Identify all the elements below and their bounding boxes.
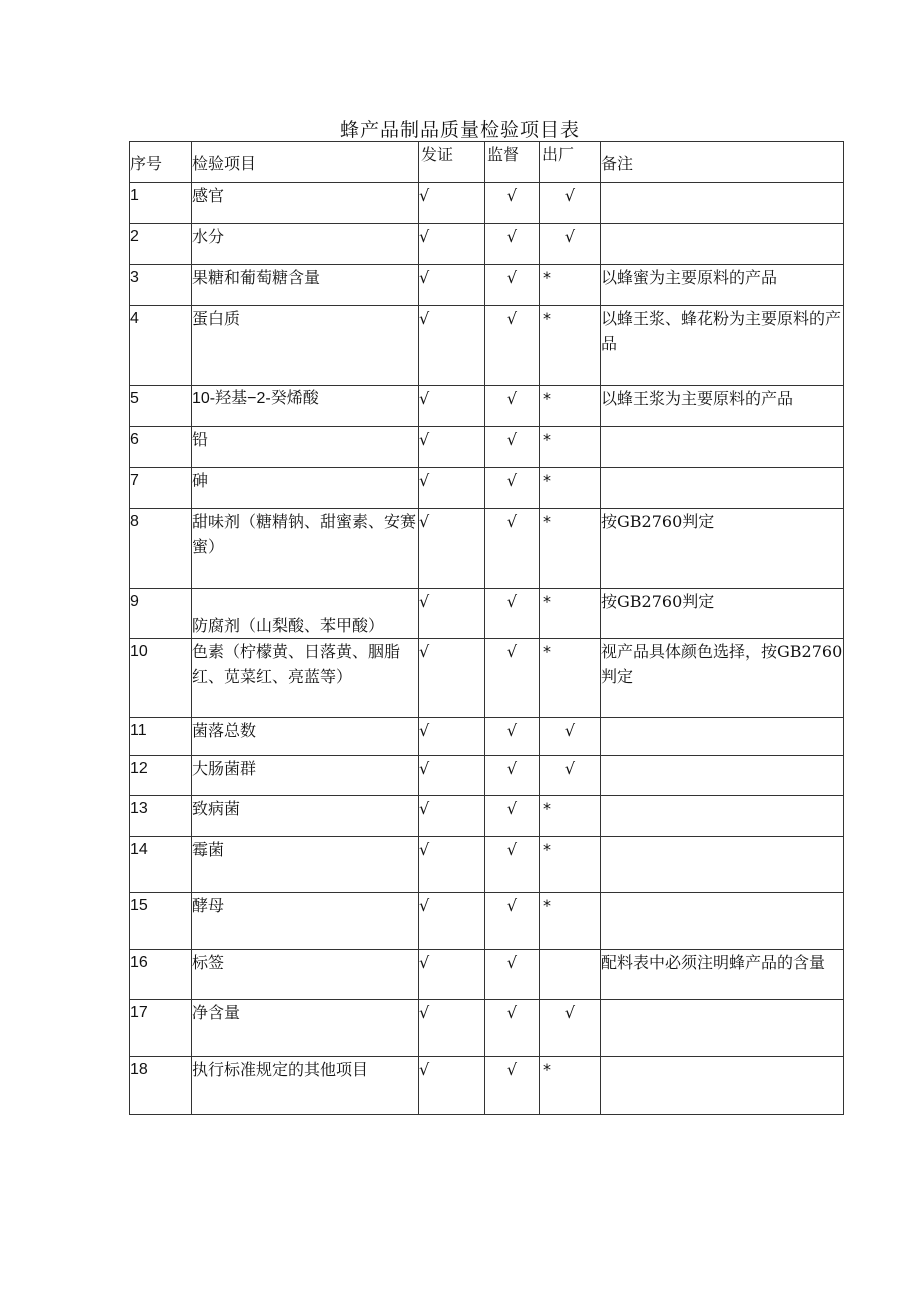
- item-name: 10-羟基−2-癸烯酸: [192, 386, 419, 427]
- row-number: 3: [130, 265, 192, 306]
- row-number: 14: [130, 837, 192, 893]
- jiandu-mark: √: [485, 468, 540, 509]
- fazheng-mark: √: [419, 183, 485, 224]
- jiandu-mark: √: [485, 1057, 540, 1115]
- chuchang-mark: *: [540, 265, 601, 306]
- table-row: [130, 639, 844, 718]
- note-text: [601, 893, 844, 950]
- row-number: 7: [130, 468, 192, 509]
- chuchang-mark: *: [540, 639, 601, 718]
- chuchang-mark: [540, 950, 601, 1000]
- note-text: [601, 427, 844, 468]
- fazheng-mark: √: [419, 1000, 485, 1057]
- table-row: [130, 427, 844, 468]
- jiandu-mark: √: [485, 509, 540, 589]
- chuchang-mark: *: [540, 386, 601, 427]
- header-jiandu: 监督: [485, 142, 540, 183]
- item-cell: [192, 589, 419, 639]
- row-number: 17: [130, 1000, 192, 1057]
- item-name: 色素（柠檬黄、日落黄、胭脂红、苋菜红、亮蓝等）: [192, 639, 419, 718]
- jiandu-mark: √: [485, 950, 540, 1000]
- item-name: 净含量: [192, 1000, 419, 1057]
- item-name: 标签: [192, 950, 419, 1000]
- fazheng-mark: √: [419, 718, 485, 756]
- row-number: 11: [130, 718, 192, 756]
- table-row: [130, 718, 844, 756]
- item-name: 水分: [192, 224, 419, 265]
- fazheng-mark: √: [419, 796, 485, 837]
- note-text: [601, 1057, 844, 1115]
- fazheng-mark: √: [419, 837, 485, 893]
- table-row: [130, 796, 844, 837]
- item-name: 甜味剂（糖精钠、甜蜜素、安赛蜜）: [192, 509, 419, 589]
- note-text: 按GB2760判定: [601, 509, 844, 589]
- row-number: 10: [130, 639, 192, 718]
- table-row: [130, 1000, 844, 1057]
- chuchang-mark: *: [540, 1057, 601, 1115]
- item-name: 铅: [192, 427, 419, 468]
- fazheng-mark: √: [419, 950, 485, 1000]
- chuchang-mark: *: [540, 893, 601, 950]
- jiandu-mark: √: [485, 796, 540, 837]
- jiandu-mark: √: [485, 639, 540, 718]
- note-text: 按GB2760判定: [601, 589, 844, 639]
- inspection-table: [129, 141, 844, 1115]
- chuchang-mark: √: [540, 718, 601, 756]
- note-text: [601, 796, 844, 837]
- chuchang-mark: *: [540, 796, 601, 837]
- note-text: 以蜂蜜为主要原料的产品: [601, 265, 844, 306]
- row-number: 16: [130, 950, 192, 1000]
- note-text: [601, 468, 844, 509]
- jiandu-mark: √: [485, 893, 540, 950]
- jiandu-mark: √: [485, 306, 540, 386]
- jiandu-mark: √: [485, 265, 540, 306]
- row-number: 4: [130, 306, 192, 386]
- row-number: 13: [130, 796, 192, 837]
- table-row: [130, 386, 844, 427]
- table-row: [130, 756, 844, 796]
- chuchang-mark: *: [540, 468, 601, 509]
- fazheng-mark: √: [419, 468, 485, 509]
- chuchang-mark: *: [540, 509, 601, 589]
- header-item: 检验项目: [192, 142, 419, 183]
- chuchang-mark: √: [540, 224, 601, 265]
- document-title: 蜂产品制品质量检验项目表: [339, 119, 580, 141]
- note-text: [601, 837, 844, 893]
- item-name: 大肠菌群: [192, 756, 419, 796]
- row-number: 6: [130, 427, 192, 468]
- row-number: 8: [130, 509, 192, 589]
- chuchang-mark: *: [540, 306, 601, 386]
- table-row: [130, 224, 844, 265]
- row-number: 5: [130, 386, 192, 427]
- fazheng-mark: √: [419, 756, 485, 796]
- fazheng-mark: √: [419, 386, 485, 427]
- item-name: 菌落总数: [192, 718, 419, 756]
- item-name: 蛋白质: [192, 306, 419, 386]
- jiandu-mark: √: [485, 718, 540, 756]
- jiandu-mark: √: [485, 386, 540, 427]
- header-note: 备注: [601, 142, 844, 183]
- table-row: [130, 306, 844, 386]
- chuchang-mark: √: [540, 1000, 601, 1057]
- note-text: 视产品具体颜色选择，按GB2760判定: [601, 639, 844, 718]
- fazheng-mark: √: [419, 265, 485, 306]
- table-row: [130, 509, 844, 589]
- note-text: [601, 224, 844, 265]
- chuchang-mark: *: [540, 837, 601, 893]
- note-text: [601, 183, 844, 224]
- table-row: [130, 1057, 844, 1115]
- table-row: [130, 265, 844, 306]
- row-number: 18: [130, 1057, 192, 1115]
- fazheng-mark: √: [419, 1057, 485, 1115]
- fazheng-mark: √: [419, 427, 485, 468]
- note-text: 配料表中必须注明蜂产品的含量: [601, 950, 844, 1000]
- jiandu-mark: √: [485, 427, 540, 468]
- fazheng-mark: √: [419, 893, 485, 950]
- jiandu-mark: √: [485, 1000, 540, 1057]
- note-text: 以蜂王浆、蜂花粉为主要原料的产品: [601, 306, 844, 386]
- table-row: [130, 468, 844, 509]
- row-number: 15: [130, 893, 192, 950]
- jiandu-mark: √: [485, 183, 540, 224]
- chuchang-mark: √: [540, 756, 601, 796]
- item-name: 防腐剂（山梨酸、苯甲酸）: [192, 616, 385, 635]
- header-no: 序号: [130, 142, 192, 183]
- item-name: 酵母: [192, 893, 419, 950]
- fazheng-mark: √: [419, 224, 485, 265]
- note-text: 以蜂王浆为主要原料的产品: [601, 386, 844, 427]
- row-number: 2: [130, 224, 192, 265]
- table-row: [130, 837, 844, 893]
- table-row: [130, 950, 844, 1000]
- table-row: [130, 893, 844, 950]
- header-row: [130, 142, 844, 183]
- item-name: 致病菌: [192, 796, 419, 837]
- note-text: [601, 1000, 844, 1057]
- row-number: 9: [130, 589, 192, 639]
- jiandu-mark: √: [485, 589, 540, 639]
- note-text: [601, 756, 844, 796]
- note-text: [601, 718, 844, 756]
- fazheng-mark: √: [419, 589, 485, 639]
- item-name: 执行标准规定的其他项目: [192, 1057, 419, 1115]
- item-name: 感官: [192, 183, 419, 224]
- item-name: 霉菌: [192, 837, 419, 893]
- header-fazheng: 发证: [419, 142, 485, 183]
- jiandu-mark: √: [485, 756, 540, 796]
- fazheng-mark: √: [419, 509, 485, 589]
- fazheng-mark: √: [419, 639, 485, 718]
- row-number: 1: [130, 183, 192, 224]
- item-name: 果糖和葡萄糖含量: [192, 265, 419, 306]
- jiandu-mark: √: [485, 224, 540, 265]
- row-number: 12: [130, 756, 192, 796]
- fazheng-mark: √: [419, 306, 485, 386]
- table-row: [130, 183, 844, 224]
- item-name: 砷: [192, 468, 419, 509]
- chuchang-mark: *: [540, 427, 601, 468]
- chuchang-mark: *: [540, 589, 601, 639]
- header-chuchang: 出厂: [540, 142, 601, 183]
- jiandu-mark: √: [485, 837, 540, 893]
- chuchang-mark: √: [540, 183, 601, 224]
- table-row: [130, 589, 844, 639]
